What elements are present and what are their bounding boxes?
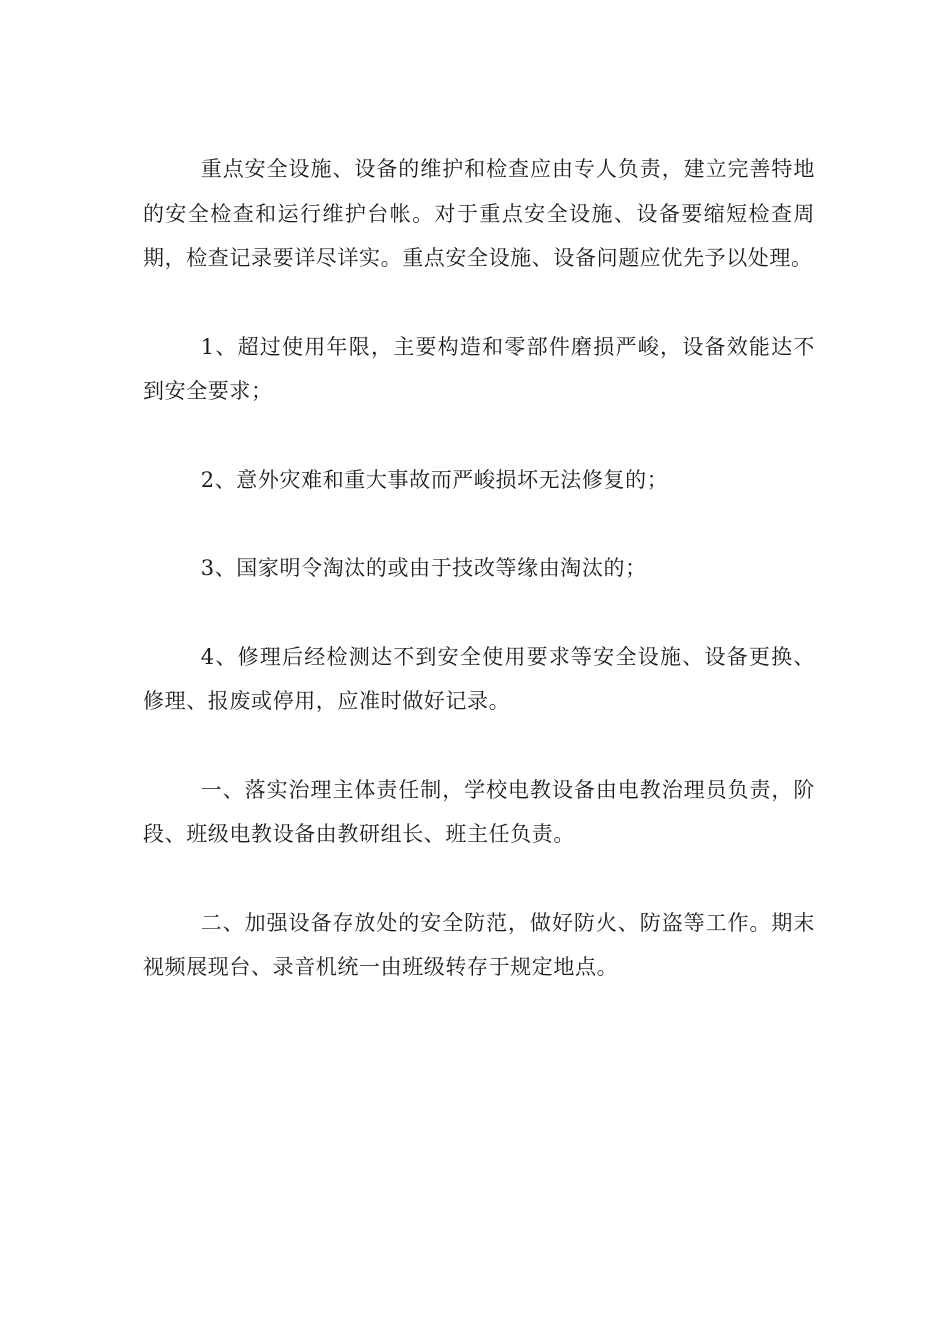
paragraph-maintenance: 重点安全设施、设备的维护和检查应由专人负责，建立完善特地的安全检查和运行维护台帐。对于重点安全设施、设备要缩短检查周期，检查记录要详尽详实。重点安全设施、设备问题应优先予以处理。 [143, 157, 815, 270]
document-body [143, 147, 815, 1034]
paragraph-section-2: 二、加强设备存放处的安全防范，做好防火、防盗等工作。期末视频展现台、录音机统一由班级转存于规定地点。 [143, 910, 815, 979]
paragraph-item-4: 4、修理后经检测达不到安全使用要求等安全设施、设备更换、修理、报废或停用，应准时做好记录。 [143, 644, 815, 713]
paragraph-item-2: 2、意外灾难和重大事故而严峻损坏无法修复的； [200, 467, 669, 492]
paragraph-item-1: 1、超过使用年限，主要构造和零部件磨损严峻，设备效能达不到安全要求； [143, 334, 815, 403]
paragraph-item-3: 3、国家明令淘汰的或由于技改等缘由淘汰的； [200, 556, 647, 580]
paragraph-section-1: 一、落实治理主体责任制，学校电教设备由电教治理员负责，阶段、班级电教设备由教研组长、班主任负责。 [143, 777, 815, 846]
